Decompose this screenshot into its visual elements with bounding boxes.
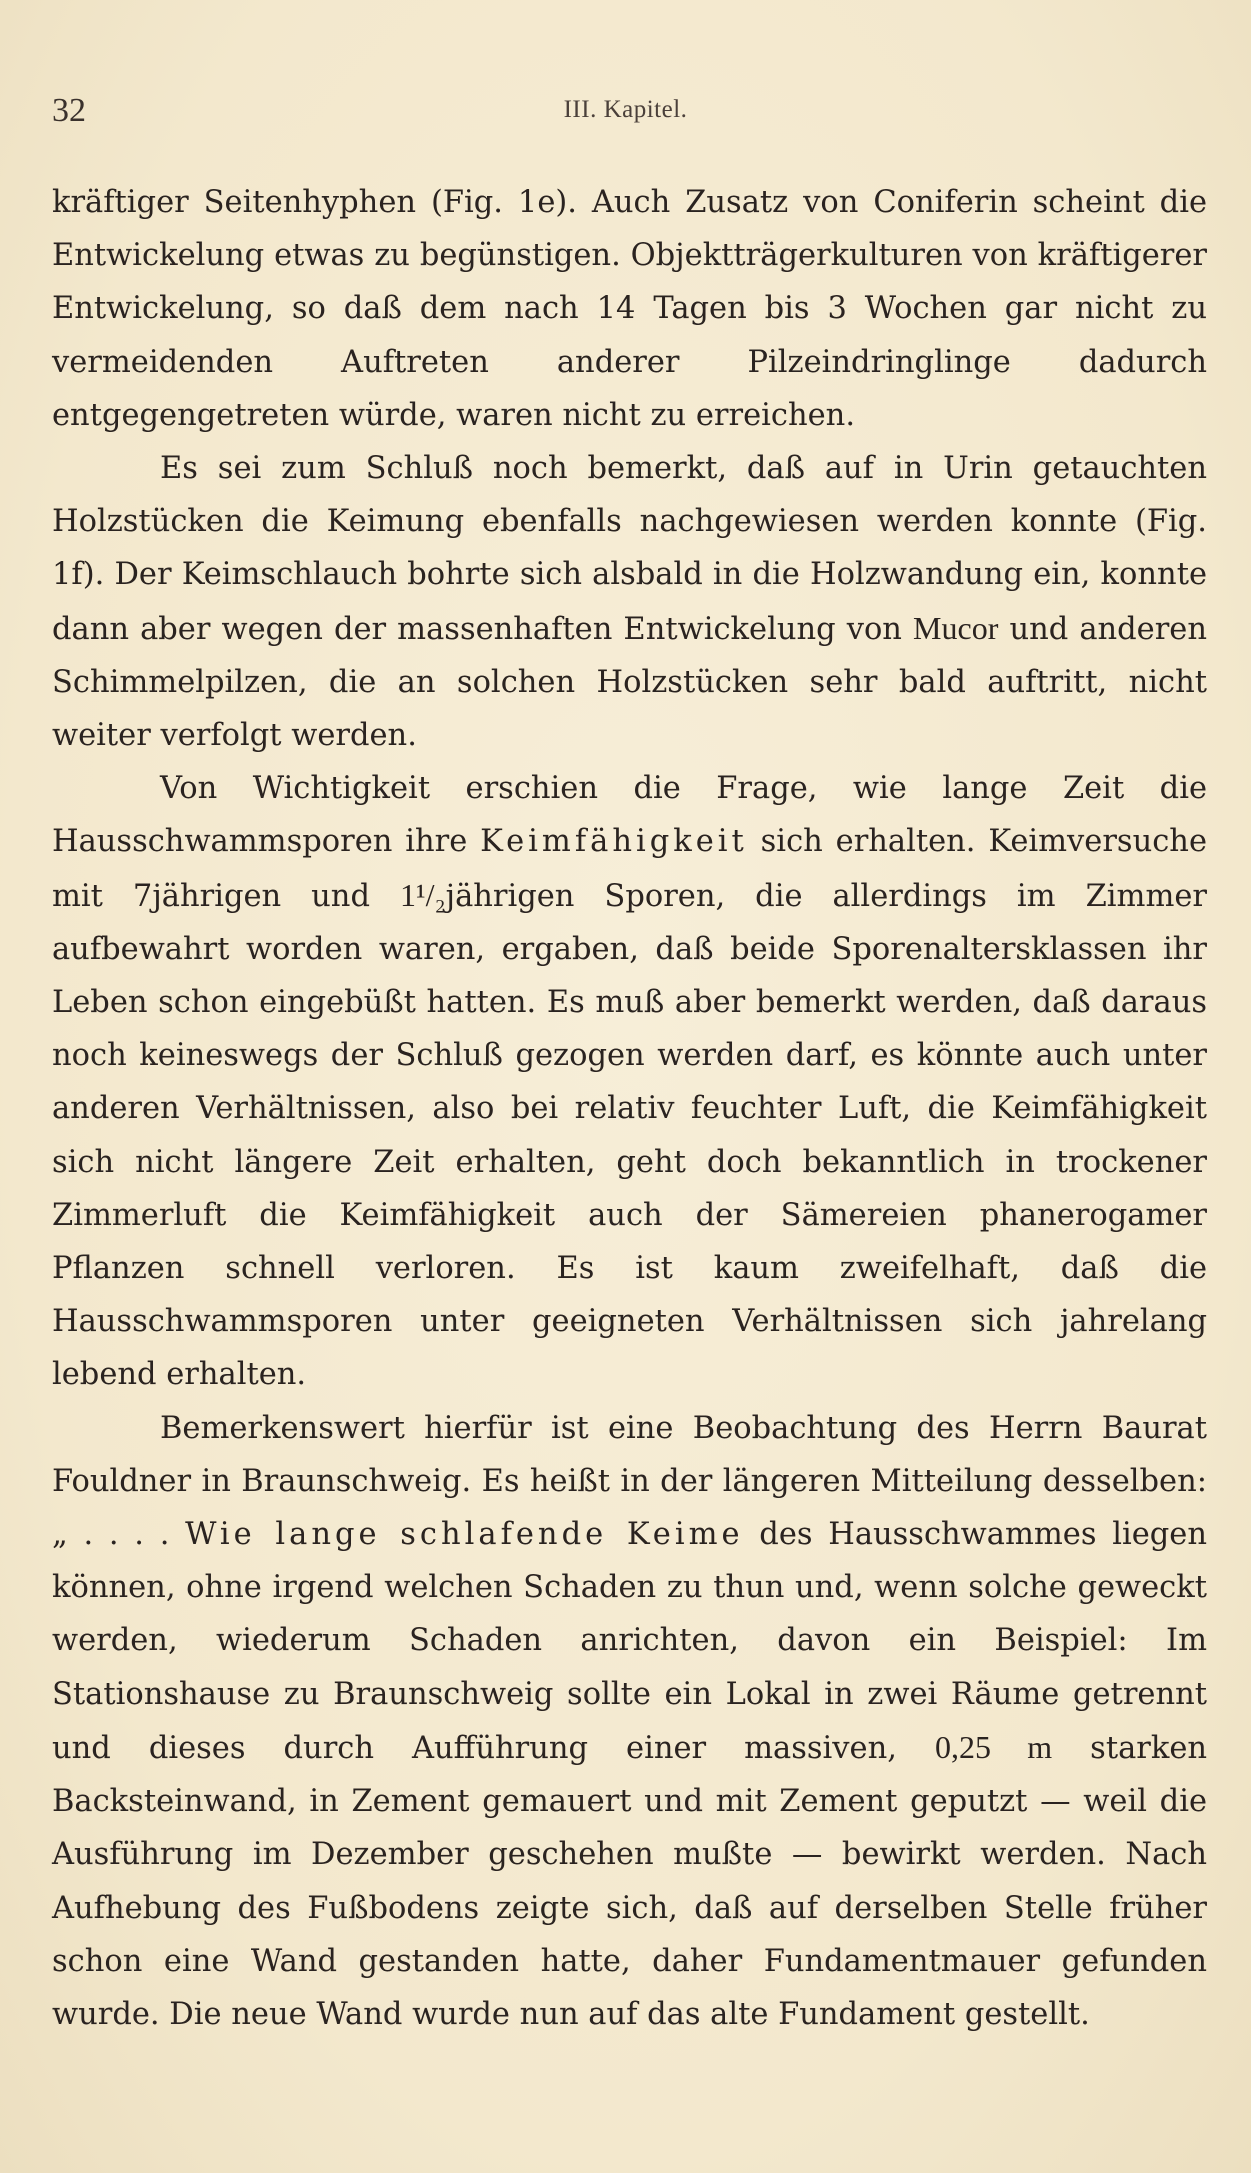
paragraph-4 [52, 1402, 1207, 2041]
paragraph-text: und anderen Schimmelpilzen, die an solchen Holzstücken sehr bald auftritt, nicht weiter verfolgt werden. [52, 611, 1208, 754]
latin-term: Mucor [913, 609, 999, 646]
paragraph-3 [52, 762, 1207, 1401]
running-head: III. Kapitel. [563, 96, 688, 123]
fraction-number: 1¹/₂ [399, 876, 446, 913]
paragraph-text: jährigen Sporen, die allerdings im Zimmer aufbewahrt worden waren, ergaben, daß beide Sporenaltersklassen ihr Leben schon eingebüßt hatten. Es muß aber bemerkt werden, daß daraus noch keineswegs der Schluß gezogen werden darf, es könnte auch unter anderen Verhältnissen, also bei relativ feuchter Luft, die Keimfähigkeit sich nicht längere Zeit erhalten, geht doch bekanntlich in trockener Zimmerluft die Keimfähigkeit auch der Sämereien phanerogamer Pflanzen schnell verloren. Es ist kaum zweifelhaft, daß die Hausschwammsporen unter geeigneten Verhältnissen sich jahrelang lebend erhalten. [52, 878, 1207, 1393]
body-text [52, 176, 1207, 2041]
paragraph-1 [52, 176, 1207, 442]
page-header [52, 92, 1199, 142]
paragraph-text: Bemerkenswert hierfür ist eine Beobachtung des Herrn Baurat Fouldner in Braunschweig. Es heißt in der längeren Mitteilung desselben: „ . . . . [52, 1410, 1207, 1553]
emphasized-quote: Wie lange schlafende Keime [185, 1517, 744, 1553]
paragraph-text: sich erhalten. Keimversuche mit 7jährigen und [52, 824, 1207, 914]
paragraph-text: des Hausschwammes liegen können, ohne irgend welchen Schaden zu thun und, wenn solche geweckt werden, wiederum Schaden anrichten, davon ein Beispiel: Im Stationshause zu Braunschweig sollte ein Lokal in zwei Räume getrennt und dieses durch Aufführung einer massiven, [52, 1517, 1207, 1766]
paragraph-2 [52, 442, 1207, 762]
paragraph-text: kräftiger Seitenhyphen (Fig. 1e). Auch Zusatz von Coniferin scheint die Entwickelung etwas zu begünstigen. Objektträgerkulturen von kräftigerer Entwickelung, so daß dem nach 14 Tagen bis 3 Wochen gar nicht zu vermeidenden Auftreten anderer Pilzeindringlinge dadurch entgegengetreten würde, waren nicht zu erreichen. [52, 185, 1207, 433]
page-number: 32 [52, 92, 86, 129]
measurement: 0,25 m [934, 1728, 1053, 1765]
emphasized-term: Keimfähigkeit [480, 824, 748, 860]
paragraph-text: Von Wichtigkeit erschien die Frage, wie lange Zeit die Hausschwammsporen ihre [52, 771, 1207, 860]
paragraph-text: starken Backsteinwand, in Zement gemauert und mit Zement geputzt — weil die Ausführung im Dezember geschehen mußte — bewirkt werden. Nach Aufhebung des Fußbodens zeigte sich, daß auf derselben Stelle früher schon eine Wand gestanden hatte, daher Fundamentmauer gefunden wurde. Die neue Wand wurde nun auf das alte Fundament gestellt. [52, 1730, 1208, 2032]
paragraph-text: Es sei zum Schluß noch bemerkt, daß auf in Urin getauchten Holzstücken die Keimung ebenfalls nachgewiesen werden konnte (Fig. 1f). Der Keimschlauch bohrte sich alsbald in die Holzwandung ein, konnte dann aber wegen der massenhaften Entwickelung von [52, 451, 1207, 647]
